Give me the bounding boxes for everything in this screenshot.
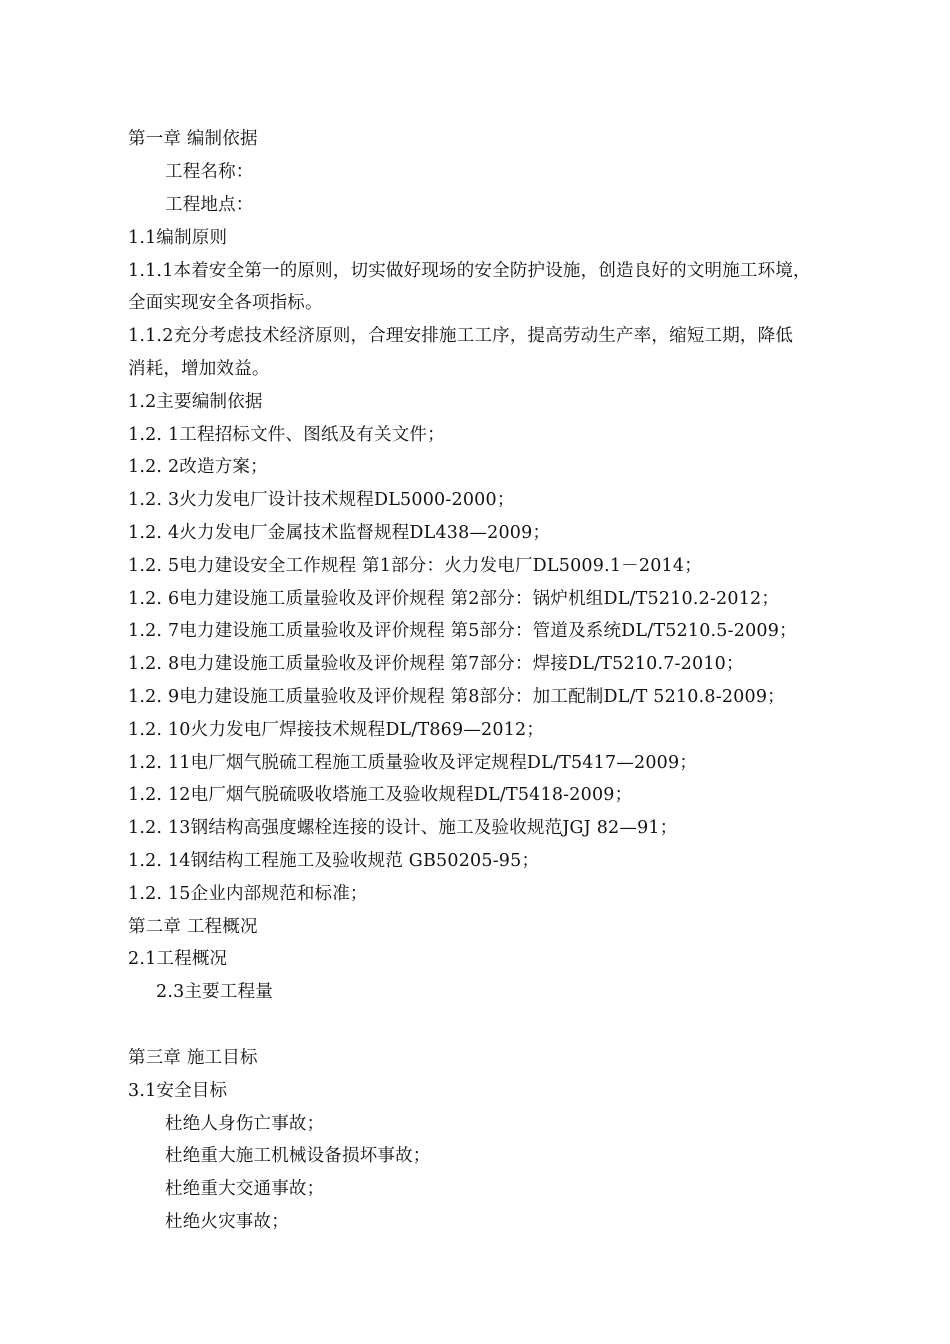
basis-item: 1.2. 15企业内部规范和标准； <box>128 884 368 904</box>
basis-item: 1.2. 2改造方案； <box>128 457 268 477</box>
basis-item: 1.2. 3火力发电厂设计技术规程DL5000-2000； <box>128 490 515 510</box>
basis-item: 1.2. 4火力发电厂金属技术监督规程DL438—2009； <box>128 523 551 543</box>
basis-item: 1.2. 13钢结构高强度螺栓连接的设计、施工及验收规范JGJ 82—91； <box>128 818 678 838</box>
section-3-1-heading: 3.1安全目标 <box>128 1081 228 1101</box>
section-2-1-heading: 2.1工程概况 <box>128 949 228 969</box>
project-site-label: 工程地点： <box>165 195 254 215</box>
chapter-1-heading: 第一章 编制依据 <box>128 129 258 149</box>
goal-item: 杜绝重大交通事故； <box>165 1179 325 1199</box>
section-2-3-heading: 2.3主要工程量 <box>156 982 273 1002</box>
section-1-2-heading: 1.2主要编制依据 <box>128 392 263 412</box>
basis-item: 1.2. 6电力建设施工质量验收及评价规程 第2部分：锅炉机组DL/T5210.2-2012； <box>128 589 780 609</box>
basis-item: 1.2. 11电厂烟气脱硫工程施工质量验收及评定规程DL/T5417—2009； <box>128 753 698 773</box>
basis-item: 1.2. 5电力建设安全工作规程 第1部分：火力发电厂DL5009.1－2014； <box>128 556 702 576</box>
basis-item: 1.2. 8电力建设施工质量验收及评价规程 第7部分：焊接DL/T5210.7-2010； <box>128 654 744 674</box>
basis-item: 1.2. 1工程招标文件、图纸及有关文件； <box>128 425 445 445</box>
goal-item: 杜绝人身伤亡事故； <box>165 1114 325 1134</box>
section-1-1-heading: 1.1编制原则 <box>128 228 228 248</box>
goal-item: 杜绝火灾事故； <box>165 1212 289 1232</box>
chapter-3-heading: 第三章 施工目标 <box>128 1048 258 1068</box>
paragraph-1-1-2-line-2: 消耗，增加效益。 <box>128 359 270 379</box>
paragraph-1-1-1-line-2: 全面实现安全各项指标。 <box>128 293 323 313</box>
paragraph-1-1-2-line-1: 1.1.2充分考虑技术经济原则，合理安排施工工序，提高劳动生产率，缩短工期，降低 <box>128 326 794 346</box>
chapter-2-heading: 第二章 工程概况 <box>128 917 258 937</box>
basis-item: 1.2. 12电厂烟气脱硫吸收塔施工及验收规程DL/T5418-2009； <box>128 785 633 805</box>
basis-item: 1.2. 14钢结构工程施工及验收规范 GB50205-95； <box>128 851 540 871</box>
project-name-label: 工程名称： <box>165 162 254 182</box>
basis-item: 1.2. 7电力建设施工质量验收及评价规程 第5部分：管道及系统DL/T5210.5-2009； <box>128 621 797 641</box>
basis-item: 1.2. 9电力建设施工质量验收及评价规程 第8部分：加工配制DL/T 5210.8-2009； <box>128 687 785 707</box>
paragraph-1-1-1-line-1: 1.1.1本着安全第一的原则，切实做好现场的安全防护设施，创造良好的文明施工环境， <box>128 261 811 281</box>
basis-item: 1.2. 10火力发电厂焊接技术规程DL/T869—2012； <box>128 720 545 740</box>
goal-item: 杜绝重大施工机械设备损坏事故； <box>165 1146 431 1166</box>
